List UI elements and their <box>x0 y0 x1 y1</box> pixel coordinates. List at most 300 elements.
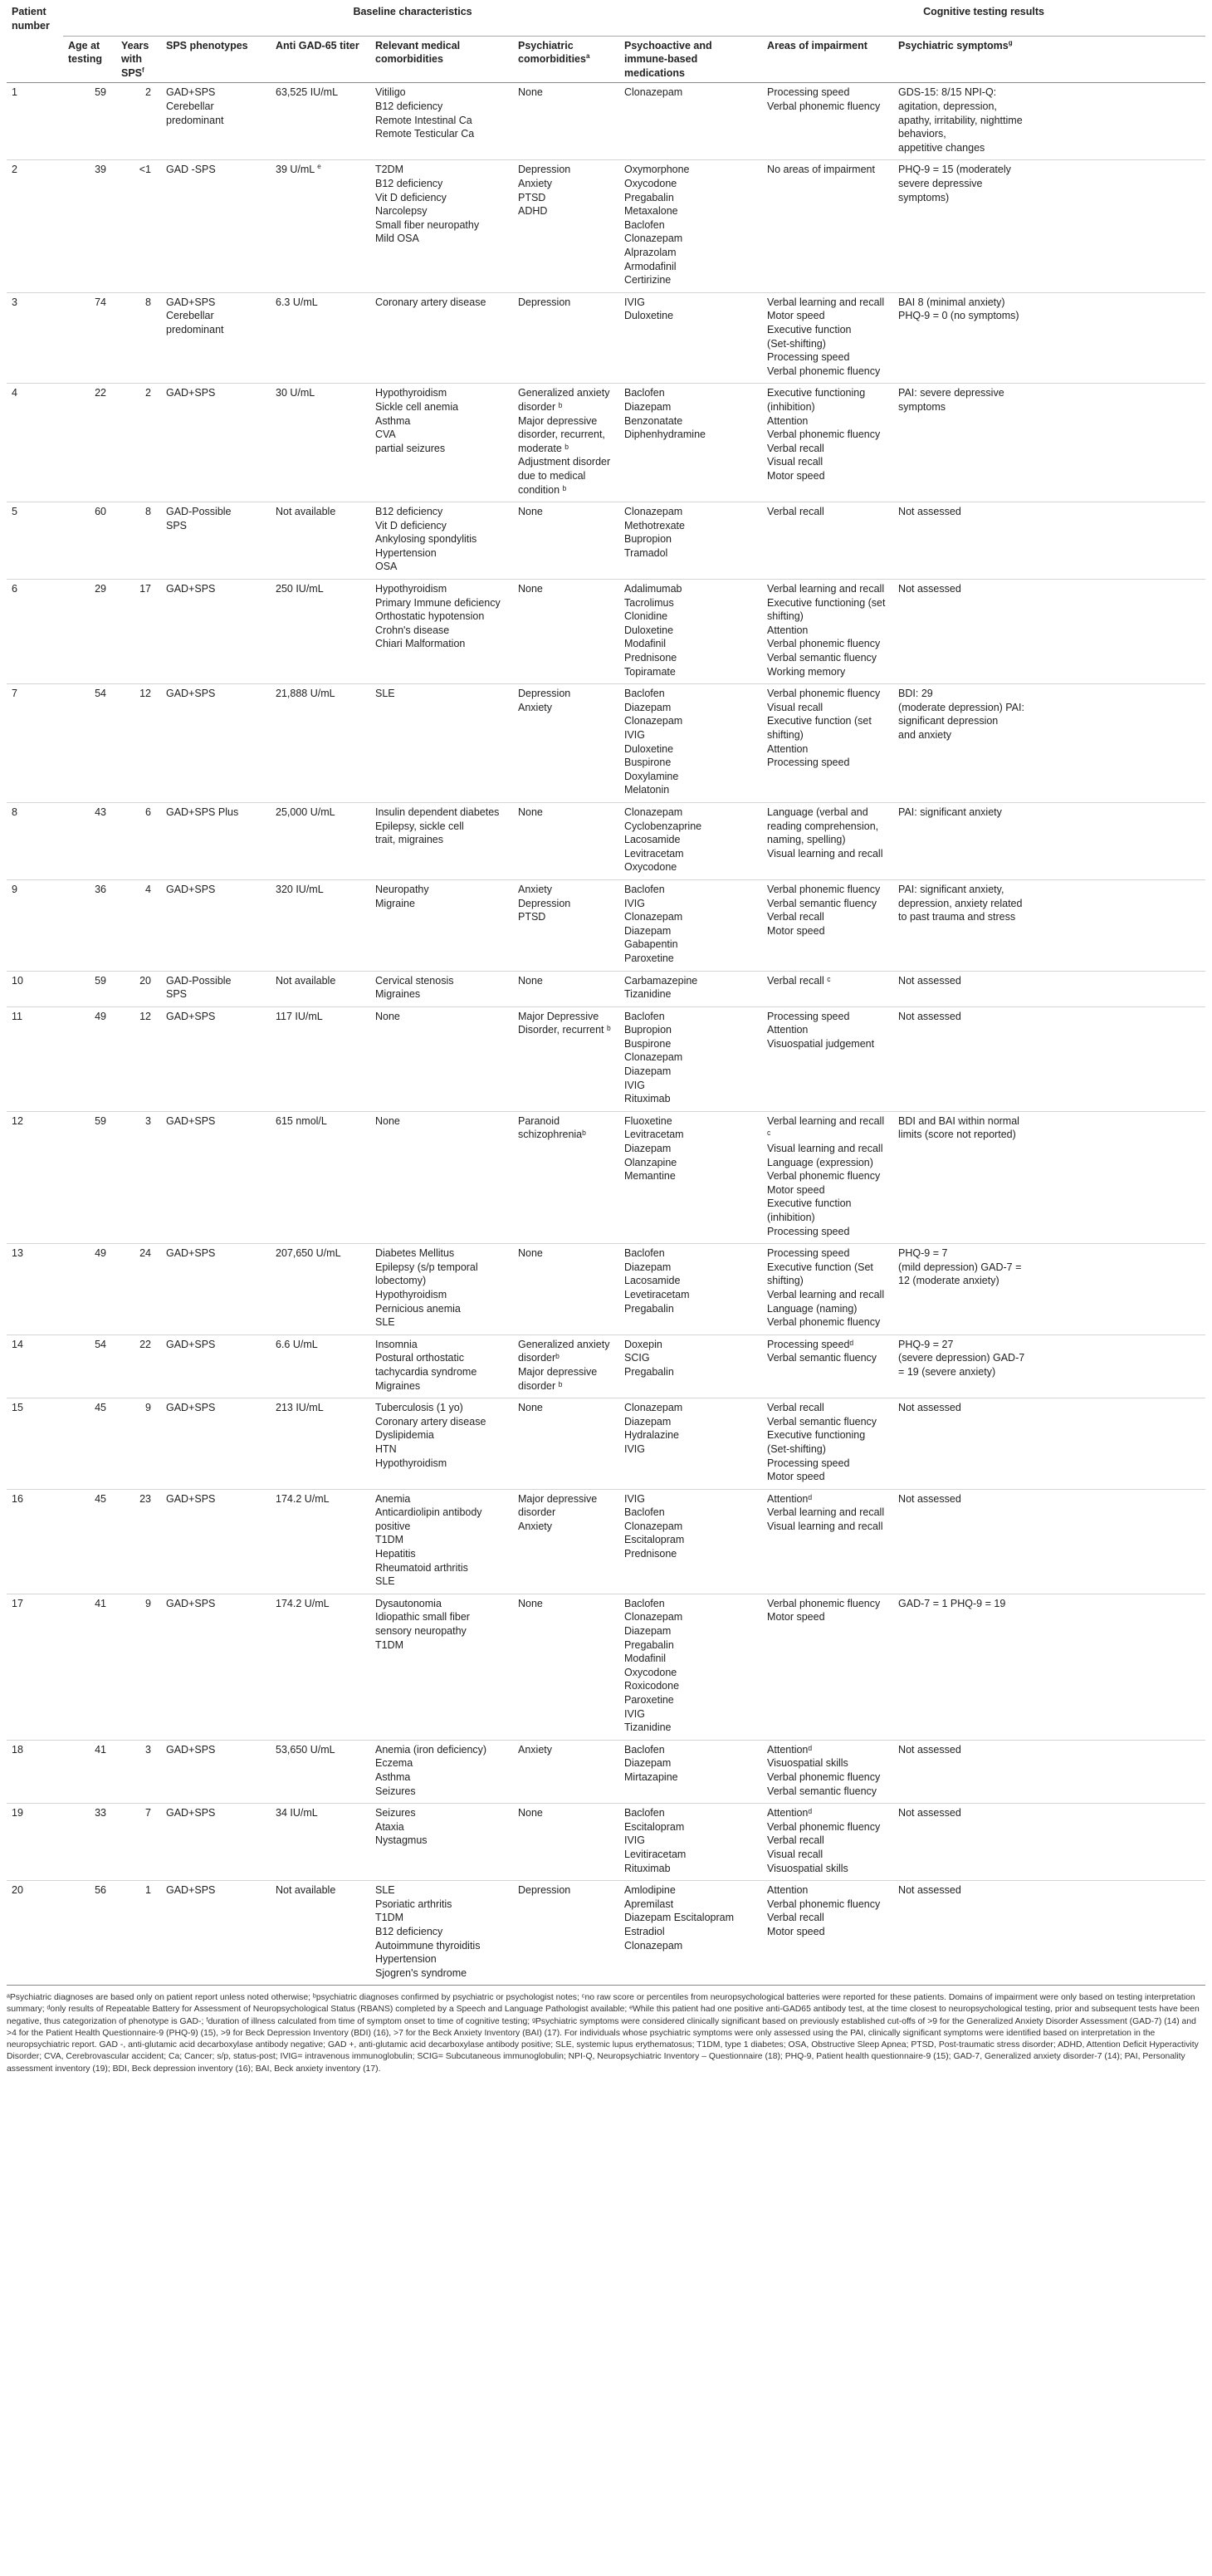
psychiatric-symptoms-cell <box>893 1804 1205 1881</box>
phenotype-cell-line: Cerebellar <box>166 310 214 322</box>
medical-comorbidities-cell-line: Remote Testicular Ca <box>375 128 475 140</box>
titer-cell <box>271 1244 370 1335</box>
areas-of-impairment-cell <box>762 580 893 684</box>
phenotype-cell <box>161 502 271 580</box>
medical-comorbidities-cell-line: Anticardiolipin antibody <box>375 1506 482 1519</box>
medical-comorbidities-cell-line: Hypothyroidism <box>375 1457 447 1469</box>
psychiatric-comorbidities-cell-line: None <box>518 1402 543 1414</box>
areas-of-impairment-cell-line: Verbal recall ᶜ <box>767 974 831 987</box>
medications-cell-line: Bupropion <box>624 533 672 546</box>
medical-comorbidities-cell <box>370 83 513 160</box>
areas-of-impairment-cell-line: Verbal phonemic fluency <box>767 688 881 700</box>
medical-comorbidities-cell-line: Migraines <box>375 988 421 1001</box>
areas-of-impairment-cell-line: Visuospatial judgement <box>767 1037 875 1050</box>
medical-comorbidities-cell-line: trait, migraines <box>375 834 443 846</box>
medical-comorbidities-cell-line: Rheumatoid arthritis <box>375 1561 468 1574</box>
medications-cell-line: IVIG <box>624 1079 646 1091</box>
years-with-sps-cell: 3 <box>116 1111 161 1243</box>
medications-cell-line: IVIG <box>624 1834 646 1847</box>
medications-cell-line: Tramadol <box>624 546 668 559</box>
areas-of-impairment-cell-line: Executive function <box>767 323 852 335</box>
baseline-characteristics-header: Baseline characteristics <box>63 3 762 36</box>
age-cell: 59 <box>63 1111 116 1243</box>
age-cell: 54 <box>63 1335 116 1398</box>
psychiatric-comorbidities-cell-line: condition ᵇ <box>518 483 567 496</box>
medications-cell-line: Baclofen <box>624 218 665 231</box>
medications-cell-line: Diazepam <box>624 1261 672 1273</box>
psychiatric-comorbidities-cell <box>513 1398 619 1490</box>
medications-cell-line: Mirtazapine <box>624 1770 678 1783</box>
psychiatric-symptoms-cell-line: depression, anxiety related <box>898 897 1023 909</box>
psychiatric-comorbidities-cell-line: Adjustment disorder <box>518 456 611 468</box>
medical-comorbidities-cell-line: Vit D deficiency <box>375 519 447 531</box>
medical-comorbidities-cell-line: positive <box>375 1520 411 1532</box>
patient-number-cell: 5 <box>7 502 63 580</box>
areas-of-impairment-cell-line: Attentionᵈ <box>767 1492 813 1505</box>
patient-number-cell: 6 <box>7 580 63 684</box>
table-row <box>7 292 1205 384</box>
psychiatric-symptoms-cell-line: (severe depression) GAD-7 <box>898 1352 1025 1364</box>
psychiatric-comorbidities-cell-line: Depression <box>518 164 571 176</box>
psychiatric-symptoms-cell-line: BDI: 29 <box>898 688 933 700</box>
years-with-sps-cell: 23 <box>116 1489 161 1594</box>
titer-value: 53,650 U/mL <box>276 1743 335 1756</box>
areas-of-impairment-cell-line: Motor speed <box>767 1471 825 1483</box>
table-row <box>7 1740 1205 1803</box>
medical-comorbidities-cell-line: HTN <box>375 1442 397 1455</box>
medical-comorbidities-cell-line: Epilepsy (s/p temporal <box>375 1261 478 1273</box>
areas-of-impairment-cell-line: Motor speed <box>767 1611 825 1623</box>
psychiatric-comorbidities-cell-line: None <box>518 1807 543 1819</box>
column-header <box>762 36 893 83</box>
years-with-sps-cell: 8 <box>116 292 161 384</box>
medical-comorbidities-cell <box>370 1244 513 1335</box>
psychiatric-comorbidities-cell-line: disorderᵇ <box>518 1352 560 1364</box>
patient-number-subheader-blank <box>7 36 63 83</box>
areas-of-impairment-cell-line: Attention <box>767 1024 809 1036</box>
psychiatric-comorbidities-cell-line: None <box>518 806 543 818</box>
medical-comorbidities-cell-line: Epilepsy, sickle cell <box>375 820 464 832</box>
psychiatric-symptoms-cell-line: agitation, depression, <box>898 100 997 113</box>
years-with-sps-cell: <1 <box>116 160 161 292</box>
patient-number-cell: 15 <box>7 1398 63 1490</box>
psychiatric-comorbidities-cell <box>513 1881 619 1986</box>
column-header <box>619 36 762 83</box>
medications-cell-line: Pregabalin <box>624 1638 674 1651</box>
areas-of-impairment-cell <box>762 292 893 384</box>
areas-of-impairment-cell-line: Verbal learning and recall <box>767 583 885 595</box>
age-cell: 60 <box>63 502 116 580</box>
areas-of-impairment-cell-line: Verbal phonemic fluency <box>767 100 881 113</box>
titer-value: Not available <box>276 1884 336 1897</box>
medications-cell-line: Tacrolimus <box>624 596 674 609</box>
medical-comorbidities-cell <box>370 684 513 803</box>
medications-cell-line: Roxicodone <box>624 1680 680 1692</box>
table-row <box>7 879 1205 971</box>
psychiatric-symptoms-cell-line: GDS-15: 8/15 NPI-Q: <box>898 86 997 99</box>
phenotype-cell <box>161 1006 271 1111</box>
psychiatric-comorbidities-cell-line: Major depressive <box>518 1365 598 1378</box>
medications-cell-line: Duloxetine <box>624 742 674 755</box>
table-row <box>7 1594 1205 1740</box>
psychiatric-comorbidities-cell <box>513 160 619 292</box>
psychiatric-comorbidities-cell-line: Anxiety <box>518 178 552 190</box>
areas-of-impairment-cell-line: Verbal phonemic fluency <box>767 1820 881 1833</box>
psychiatric-comorbidities-cell <box>513 1111 619 1243</box>
medical-comorbidities-cell-line: Coronary artery disease <box>375 1415 486 1428</box>
titer-cell <box>271 1335 370 1398</box>
years-with-sps-cell: 4 <box>116 879 161 971</box>
column-header-label: Anti GAD-65 titer <box>276 39 359 51</box>
psychiatric-symptoms-cell-line: and anxiety <box>898 729 951 741</box>
psychiatric-symptoms-cell-line: 12 (moderate anxiety) <box>898 1275 999 1287</box>
medications-cell <box>619 384 762 502</box>
psychiatric-symptoms-cell <box>893 1398 1205 1490</box>
medications-cell-line: Apremilast <box>624 1898 674 1910</box>
medications-cell <box>619 83 762 160</box>
phenotype-cell-line: GAD+SPS <box>166 883 216 895</box>
medications-cell-line: Hydralazine <box>624 1429 680 1442</box>
medical-comorbidities-cell-line: Cervical stenosis <box>375 974 454 987</box>
titer-cell <box>271 1398 370 1490</box>
medications-cell-line: Tizanidine <box>624 988 672 1001</box>
psychiatric-symptoms-cell <box>893 1594 1205 1740</box>
medical-comorbidities-cell <box>370 384 513 502</box>
titer-cell <box>271 580 370 684</box>
medical-comorbidities-cell-line: Sickle cell anemia <box>375 400 459 413</box>
psychiatric-symptoms-cell <box>893 971 1205 1006</box>
areas-of-impairment-cell <box>762 1111 893 1243</box>
psychiatric-comorbidities-cell <box>513 1244 619 1335</box>
psychiatric-symptoms-cell <box>893 684 1205 803</box>
psychiatric-symptoms-cell-line: PHQ-9 = 27 <box>898 1338 954 1350</box>
psychiatric-symptoms-cell <box>893 384 1205 502</box>
medications-cell-line: Paroxetine <box>624 1694 674 1706</box>
patient-number-cell: 13 <box>7 1244 63 1335</box>
medications-cell <box>619 1489 762 1594</box>
medications-cell-line: Oxycodone <box>624 861 677 874</box>
table-row <box>7 83 1205 160</box>
areas-of-impairment-cell-line: (Set-shifting) <box>767 1442 826 1455</box>
psychiatric-comorbidities-cell <box>513 1740 619 1803</box>
years-with-sps-cell: 6 <box>116 802 161 879</box>
patient-number-cell: 9 <box>7 879 63 971</box>
psychiatric-comorbidities-cell-line: None <box>518 1247 543 1260</box>
phenotype-cell-line: GAD+SPS <box>166 1402 216 1414</box>
column-header-footnote-marker: f <box>142 66 144 74</box>
medications-cell-line: Baclofen <box>624 1247 665 1260</box>
psychiatric-symptoms-cell-line: PAI: significant anxiety, <box>898 883 1004 895</box>
titer-value: 34 IU/mL <box>276 1807 318 1819</box>
psychiatric-comorbidities-cell-line: None <box>518 583 543 595</box>
phenotype-cell-line: GAD+SPS <box>166 1010 216 1022</box>
medications-cell-line: IVIG <box>624 897 646 909</box>
titer-value: 63,525 IU/mL <box>276 86 339 99</box>
phenotype-cell-line: GAD+SPS <box>166 1884 216 1897</box>
medications-cell-line: Clonidine <box>624 610 668 623</box>
medical-comorbidities-cell-line: Tuberculosis (1 yo) <box>375 1402 463 1414</box>
medical-comorbidities-cell-line: Dysautonomia <box>375 1597 442 1609</box>
psychiatric-symptoms-cell-line: BAI 8 (minimal anxiety) <box>898 296 1005 308</box>
areas-of-impairment-cell <box>762 1489 893 1594</box>
areas-of-impairment-cell-line: Verbal learning and recall <box>767 1506 885 1519</box>
medications-cell <box>619 802 762 879</box>
areas-of-impairment-cell-line: Working memory <box>767 665 846 678</box>
age-cell: 49 <box>63 1006 116 1111</box>
medical-comorbidities-cell-line: Primary Immune deficiency <box>375 596 501 609</box>
medications-cell <box>619 971 762 1006</box>
areas-of-impairment-cell <box>762 83 893 160</box>
medical-comorbidities-cell-line: SLE <box>375 1884 395 1897</box>
psychiatric-comorbidities-cell <box>513 684 619 803</box>
table-row <box>7 802 1205 879</box>
table-row <box>7 1111 1205 1243</box>
areas-of-impairment-cell-line: Processing speedᵈ <box>767 1338 854 1350</box>
medications-cell-line: Melatonin <box>624 784 670 796</box>
medications-cell-line: Baclofen <box>624 1743 665 1756</box>
patient-number-cell: 4 <box>7 384 63 502</box>
areas-of-impairment-cell-line: Verbal semantic fluency <box>767 652 877 664</box>
areas-of-impairment-cell <box>762 160 893 292</box>
titer-cell <box>271 1804 370 1881</box>
age-cell: 54 <box>63 684 116 803</box>
titer-value: Not available <box>276 974 336 987</box>
medications-cell-line: Bupropion <box>624 1024 672 1036</box>
areas-of-impairment-cell-line: Verbal recall <box>767 1834 824 1847</box>
medical-comorbidities-cell-line: SLE <box>375 1316 395 1329</box>
age-cell: 41 <box>63 1740 116 1803</box>
medications-cell <box>619 1335 762 1398</box>
psychiatric-symptoms-cell <box>893 1006 1205 1111</box>
titer-cell <box>271 802 370 879</box>
column-header <box>161 36 271 83</box>
areas-of-impairment-cell-line: naming, spelling) <box>767 834 846 846</box>
medical-comorbidities-cell-line: Coronary artery disease <box>375 296 486 308</box>
medical-comorbidities-cell-line: tachycardia syndrome <box>375 1365 477 1378</box>
areas-of-impairment-cell-line: Executive function (set <box>767 715 872 727</box>
titer-cell <box>271 160 370 292</box>
areas-of-impairment-cell-line: Processing speed <box>767 757 850 769</box>
medical-comorbidities-cell-line: T1DM <box>375 1912 404 1924</box>
medications-cell-line: Clonazepam <box>624 1611 683 1623</box>
patient-number-cell: 19 <box>7 1804 63 1881</box>
medical-comorbidities-cell-line: Insulin dependent diabetes <box>375 806 500 818</box>
psychiatric-symptoms-cell-line: PAI: significant anxiety <box>898 806 1002 818</box>
psychiatric-comorbidities-cell <box>513 1804 619 1881</box>
phenotype-cell-line: GAD+SPS <box>166 583 216 595</box>
medical-comorbidities-cell-line: Vitiligo <box>375 86 406 99</box>
areas-of-impairment-cell-line: Verbal phonemic fluency <box>767 1597 881 1609</box>
years-with-sps-cell: 7 <box>116 1804 161 1881</box>
medications-cell <box>619 1881 762 1986</box>
areas-of-impairment-cell-line: Verbal phonemic fluency <box>767 1770 881 1783</box>
areas-of-impairment-cell-line: Attention <box>767 1884 809 1897</box>
areas-of-impairment-cell-line: Verbal semantic fluency <box>767 1415 877 1428</box>
titer-value: 207,650 U/mL <box>276 1247 341 1260</box>
psychiatric-comorbidities-cell <box>513 1335 619 1398</box>
medications-cell-line: Prednisone <box>624 652 677 664</box>
medications-cell-line: Clonazepam <box>624 1051 683 1064</box>
medications-cell-line: Gabapentin <box>624 938 678 951</box>
areas-of-impairment-cell <box>762 1740 893 1803</box>
medical-comorbidities-cell-line: Psoriatic arthritis <box>375 1898 452 1910</box>
titer-value: 174.2 U/mL <box>276 1597 330 1609</box>
medical-comorbidities-cell <box>370 1398 513 1490</box>
medications-cell <box>619 1006 762 1111</box>
areas-of-impairment-cell-line: Verbal learning and recall <box>767 1288 885 1300</box>
years-with-sps-cell: 12 <box>116 1006 161 1111</box>
medical-comorbidities-cell-line: Migraine <box>375 897 415 909</box>
medical-comorbidities-cell <box>370 1335 513 1398</box>
areas-of-impairment-cell-line: Visual learning and recall <box>767 1520 883 1532</box>
phenotype-cell-line: predominant <box>166 323 224 335</box>
years-with-sps-cell: 17 <box>116 580 161 684</box>
medical-comorbidities-cell <box>370 879 513 971</box>
medications-cell-line: Levetiracetam <box>624 1288 690 1300</box>
areas-of-impairment-cell-line: No areas of impairment <box>767 164 875 176</box>
age-cell: 43 <box>63 802 116 879</box>
psychiatric-comorbidities-cell-line: Depression <box>518 688 571 700</box>
patient-number-cell: 7 <box>7 684 63 803</box>
areas-of-impairment-cell-line: Visuospatial skills <box>767 1862 848 1874</box>
areas-of-impairment-cell-line: Verbal phonemic fluency <box>767 638 881 650</box>
psychiatric-symptoms-cell <box>893 1740 1205 1803</box>
areas-of-impairment-cell-line: Language (expression) <box>767 1156 873 1168</box>
table-row <box>7 1244 1205 1335</box>
psychiatric-comorbidities-cell-line: disorder, recurrent, <box>518 429 605 441</box>
areas-of-impairment-cell-line: Motor speed <box>767 1183 825 1196</box>
medications-cell <box>619 1244 762 1335</box>
areas-of-impairment-cell <box>762 802 893 879</box>
age-cell: 45 <box>63 1489 116 1594</box>
areas-of-impairment-cell-line: Verbal recall <box>767 1912 824 1924</box>
table-row <box>7 160 1205 292</box>
medical-comorbidities-cell <box>370 1804 513 1881</box>
medications-cell-line: Escitalopram <box>624 1820 685 1833</box>
medical-comorbidities-cell-line: lobectomy) <box>375 1275 427 1287</box>
areas-of-impairment-cell-line: Verbal phonemic fluency <box>767 1170 881 1183</box>
medications-cell-line: Fluoxetine <box>624 1114 672 1127</box>
age-cell: 56 <box>63 1881 116 1986</box>
psychiatric-comorbidities-cell-line: Anxiety <box>518 1743 552 1756</box>
areas-of-impairment-cell <box>762 1594 893 1740</box>
areas-of-impairment-cell-line: (Set-shifting) <box>767 337 826 350</box>
medical-comorbidities-cell <box>370 580 513 684</box>
phenotype-cell-line: Cerebellar <box>166 100 214 113</box>
psychiatric-symptoms-cell-line: behaviors, <box>898 128 946 140</box>
medications-cell-line: Doxylamine <box>624 770 679 782</box>
medical-comorbidities-cell <box>370 1489 513 1594</box>
psychiatric-symptoms-cell <box>893 160 1205 292</box>
medical-comorbidities-cell <box>370 1111 513 1243</box>
medications-cell-line: Diazepam <box>624 924 672 937</box>
medications-cell-line: Clonazepam <box>624 1939 683 1952</box>
titer-value: 6.3 U/mL <box>276 296 318 308</box>
psychiatric-symptoms-cell-line: Not assessed <box>898 1492 961 1505</box>
titer-cell <box>271 1740 370 1803</box>
medications-cell-line: Clonazepam <box>624 1520 683 1532</box>
psychiatric-comorbidities-cell-line: schizophreniaᵇ <box>518 1129 586 1141</box>
table-footnotes: ᵃPsychiatric diagnoses are based only on patient report unless noted otherwise; ᵇpsychiatric diagnoses confirmed by psychiatric or psychologist notes; ᶜno raw score or percentiles from neuropsychological batteries were reported for these patients. Domains of impairment were only based on testing interpretation summary; ᵈonly results of Repeatable Battery for Assessment of Neuropsychological Status (RBANS) completed by a Speech and Language Pathologist available; ᵉWhile this patient had one positive anti-GAD65 antibody test, at the time closest to neuropsychological testing, prior and subsequent tests have been negative, thus categorization of phenotype is GAD-; ᶠduration of illness calculated from time of symptom onset to time of cognitive testing; ᵍPsychiatric symptoms were considered clinically significant based on previously established cut-offs of >9 for the Generalized Anxiety Disorder Assessment (GAD-7) (14) and >4 for the Patient Health Questionnaire-9 (PHQ-9) (15), >9 for Beck Depression Inventory (BDI) (16), >7 for the Beck Anxiety Inventory (BAI) (17). For individuals whose psychiatric symptoms were only assessed using the PAI, clinically significant symptoms were identified based on interpretation in the neuropsychiatric report. GAD -, anti-glutamic acid decarboxylase antibody negative; GAD +, anti-glutamic acid decarboxylase antibody positive; SLE, systemic lupus erythematosus; T1DM, type 1 diabetes; OSA, Obstructive Sleep Apnea; PTSD, Post-traumatic stress disorder; ADHD, Attention Deficit Hyperactivity Disorder; CVA, Cerebrovascular accident; Ca; Cancer; s/p, status-post; IVIG= intravenous immunoglobulin; SCIG= Subcutaneous immunoglobulin; NPI-Q, Neuropsychiatric Inventory – Questionnaire (18); PHQ-9, Patient health questionnaire-9 (15); GAD-7, Generalized anxiety disorder-7 (14); PAI, Personality assessment inventory (19); BDI, Beck depression inventory (16); BAI, Beck anxiety inventory (17). <box>7 1993 1200 2074</box>
patient-number-cell: 12 <box>7 1111 63 1243</box>
age-cell: 39 <box>63 160 116 292</box>
areas-of-impairment-cell-line: Executive functioning (set <box>767 596 886 609</box>
psychiatric-comorbidities-cell-line: Disorder, recurrent ᵇ <box>518 1024 611 1036</box>
areas-of-impairment-cell-line: Processing speed <box>767 86 850 99</box>
areas-of-impairment-cell-line: Language (naming) <box>767 1302 858 1315</box>
titer-cell <box>271 1111 370 1243</box>
medications-cell-line: Diazepam <box>624 1065 672 1078</box>
psychiatric-symptoms-cell-line: Not assessed <box>898 974 961 987</box>
psychiatric-symptoms-cell-line: limits (score not reported) <box>898 1129 1016 1141</box>
years-with-sps-cell: 22 <box>116 1335 161 1398</box>
psychiatric-comorbidities-cell-line: moderate ᵇ <box>518 442 569 454</box>
medications-cell-line: Rituximab <box>624 1093 671 1105</box>
phenotype-cell <box>161 1398 271 1490</box>
medications-cell-line: Buspirone <box>624 757 672 769</box>
years-with-sps-cell: 2 <box>116 384 161 502</box>
column-header-label: Age at testing <box>68 39 102 66</box>
medications-cell-line: Rituximab <box>624 1862 671 1874</box>
psychiatric-symptoms-cell <box>893 580 1205 684</box>
areas-of-impairment-cell <box>762 502 893 580</box>
medical-comorbidities-cell-line: Asthma <box>375 1770 411 1783</box>
medications-cell-line: Alprazolam <box>624 247 677 258</box>
medications-cell-line: Diazepam <box>624 400 672 413</box>
medical-comorbidities-cell-line: CVA <box>375 429 396 441</box>
medical-comorbidities-cell-line: Hypertension <box>375 1953 437 1966</box>
medications-cell-line: Clonazepam <box>624 806 683 818</box>
areas-of-impairment-cell-line: Processing speed <box>767 1225 850 1237</box>
areas-of-impairment-cell-line: Verbal learning and recall <box>767 296 885 308</box>
titer-cell <box>271 1594 370 1740</box>
medications-cell-line: Carbamazepine <box>624 974 698 987</box>
areas-of-impairment-cell-line: Visual recall <box>767 456 823 468</box>
table-row <box>7 580 1205 684</box>
years-with-sps-cell: 12 <box>116 684 161 803</box>
medical-comorbidities-cell-line: Hypertension <box>375 546 437 559</box>
age-cell: 41 <box>63 1594 116 1740</box>
patient-number-cell: 17 <box>7 1594 63 1740</box>
medical-comorbidities-cell-line: T2DM <box>375 164 404 176</box>
phenotype-cell <box>161 1594 271 1740</box>
areas-of-impairment-cell-line: Verbal learning and recall ᶜ <box>767 1114 885 1141</box>
areas-of-impairment-cell-line: Executive functioning <box>767 387 866 399</box>
medications-cell <box>619 580 762 684</box>
titer-cell <box>271 83 370 160</box>
medications-cell-line: Diazepam <box>624 701 672 713</box>
medical-comorbidities-cell-line: Small fiber neuropathy <box>375 218 480 231</box>
psychiatric-comorbidities-cell <box>513 502 619 580</box>
medications-cell-line: Pregabalin <box>624 1365 674 1378</box>
medications-cell-line: Baclofen <box>624 1010 665 1022</box>
medical-comorbidities-cell-line: Chiari Malformation <box>375 638 466 650</box>
phenotype-cell-line: GAD+SPS <box>166 1743 216 1756</box>
medical-comorbidities-cell-line: T1DM <box>375 1638 404 1651</box>
titer-cell <box>271 1006 370 1111</box>
phenotype-cell-line: SPS <box>166 519 188 531</box>
medications-cell-line: Clonazepam <box>624 911 683 923</box>
patient-number-cell: 20 <box>7 1881 63 1986</box>
medical-comorbidities-cell-line: Diabetes Mellitus <box>375 1247 455 1260</box>
areas-of-impairment-cell-line: Verbal phonemic fluency <box>767 1898 881 1910</box>
phenotype-cell <box>161 879 271 971</box>
medications-cell <box>619 1111 762 1243</box>
medications-cell <box>619 1804 762 1881</box>
psychiatric-comorbidities-cell-line: ADHD <box>518 205 548 218</box>
phenotype-cell-line: GAD+SPS <box>166 86 216 99</box>
phenotype-cell-line: GAD-Possible <box>166 506 232 518</box>
